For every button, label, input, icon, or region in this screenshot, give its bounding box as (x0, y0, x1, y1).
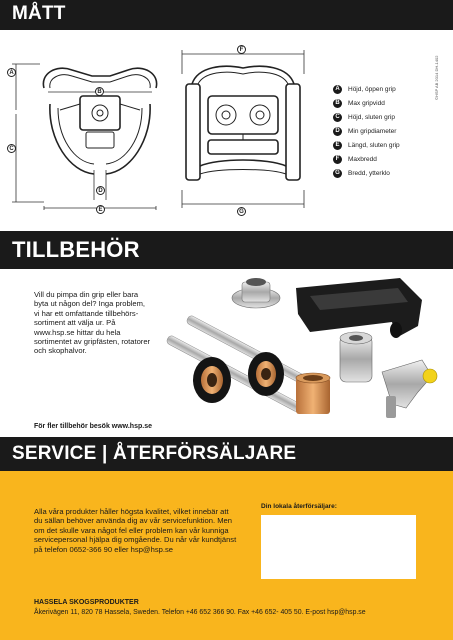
legend-key: A (333, 85, 342, 94)
matt-header-band (0, 0, 453, 30)
legend-key: G (333, 169, 342, 178)
dealer-label: Din lokala återförsäljare: (261, 503, 337, 510)
legend-label: Max gripvidd (348, 99, 385, 107)
legend-label: Bredd, ytterklo (348, 169, 390, 177)
dealer-box (261, 515, 416, 579)
legend-label: Maxbredd (348, 155, 377, 163)
side-view-drawing (0, 30, 170, 230)
legend-key: C (333, 113, 342, 122)
company-name: HASSELA SKOGSPRODUKTER (34, 599, 139, 606)
legend-item (333, 125, 396, 137)
legend-item (333, 139, 400, 151)
dim-label-d: D (96, 186, 105, 195)
legend-key: F (333, 155, 342, 164)
legend-item (333, 97, 385, 109)
service-text: Alla våra produkter håller högsta kvalitet, vilket innebär att du sällan behöver använda dig av vår servicefunktion. Men om det skulle vara något fel eller problem kan vår kunniga servicepersonal hjälpa dig omgående. Du når vår kundtjänst på telefon 0652-366 90 eller hsp@hsp.se (34, 507, 237, 554)
tillbehor-link-text[interactable]: För fler tillbehör besök www.hsp.se (34, 423, 152, 430)
dim-label-e: E (96, 205, 105, 214)
legend-item (333, 111, 395, 123)
legend-label: Längd, sluten grip (348, 141, 400, 149)
legend-label: Höjd, sluten grip (348, 113, 395, 121)
tillbehor-text: Vill du pimpa din grip eller bara byta ut någon del? Inga problem, vi har ett omfattande tillbehörs-sortiment att välja ur. På www.hsp.se hittar du hela sortimentet av gripfästen, rotatorer och skophalvor. (34, 290, 151, 356)
legend-item (333, 167, 390, 179)
legend-label: Höjd, öppen grip (348, 85, 396, 93)
accessories-image (160, 268, 445, 430)
tillbehor-title: TILLBEHÖR (12, 237, 140, 262)
front-view-drawing (168, 40, 318, 220)
dim-label-c: C (7, 144, 16, 153)
legend-key: D (333, 127, 342, 136)
tillbehor-header-band (0, 231, 453, 269)
copyright-text: ©HSP AB 2014 DH-1402 (434, 55, 439, 100)
matt-title: MÅTT (12, 3, 66, 24)
service-title: SERVICE | ÅTERFÖRSÄLJARE (12, 443, 297, 464)
legend-key: E (333, 141, 342, 150)
legend-label: Min gripdiameter (348, 127, 397, 135)
legend-item (333, 153, 377, 165)
company-address: Åkerivägen 11, 820 78 Hassela, Sweden. Telefon +46 652 366 90. Fax +46 652- 405 50. E-post hsp@hsp.se (34, 609, 366, 616)
dim-label-b: B (95, 87, 104, 96)
legend-item (333, 83, 396, 95)
service-header-band (0, 437, 453, 472)
legend-key: B (333, 99, 342, 108)
dim-label-a: A (7, 68, 16, 77)
dim-label-f: F (237, 45, 246, 54)
dim-label-g: G (237, 207, 246, 216)
